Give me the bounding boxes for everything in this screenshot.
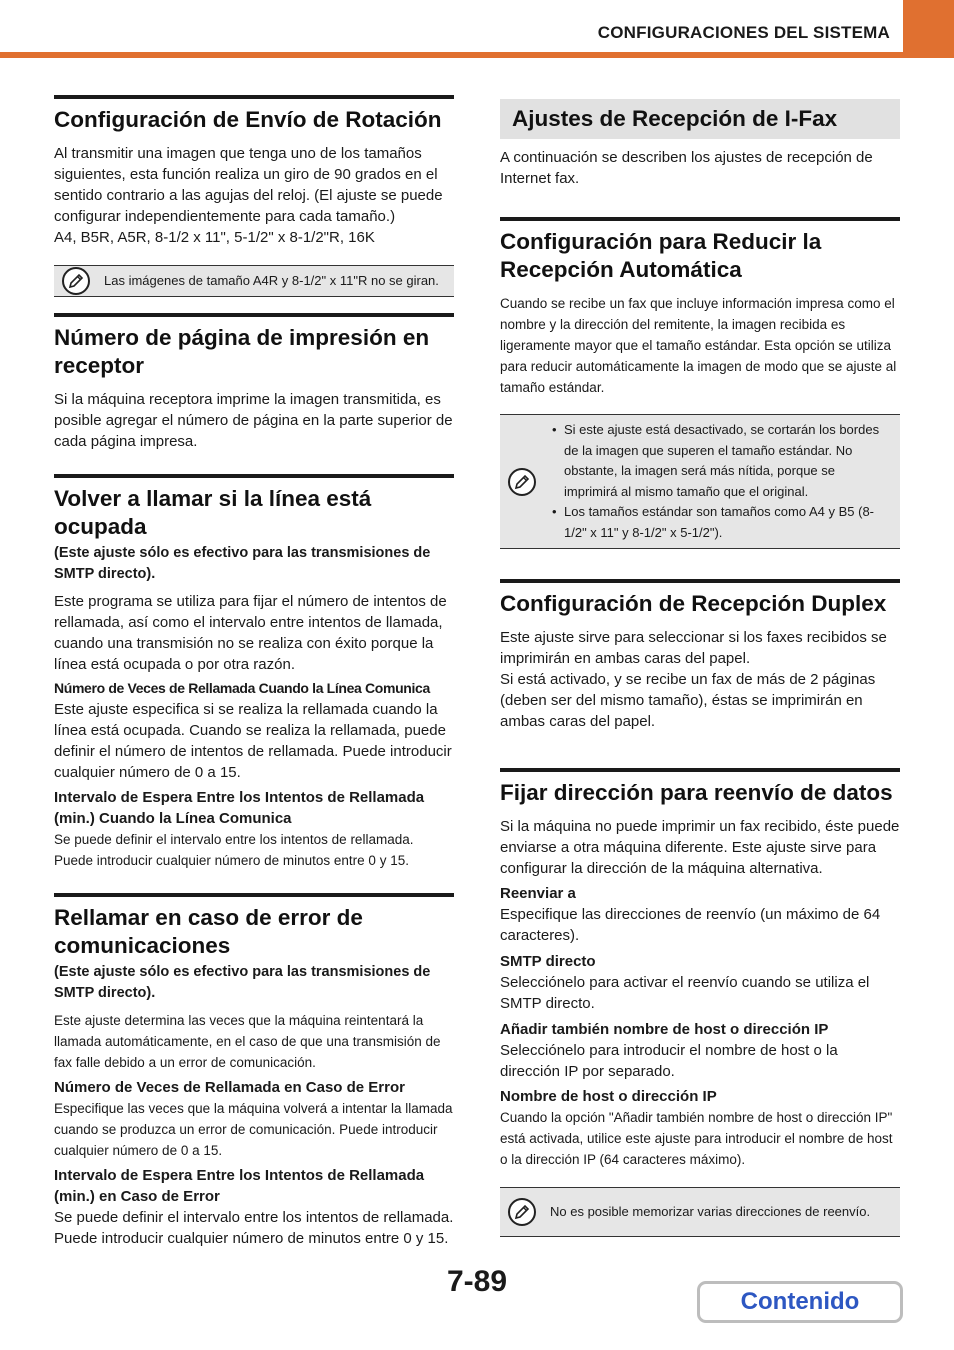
section-body: Si está activado, y se recibe un fax de más de 2 páginas (deben ser del mismo tamaño), éstas se imprimirán en ambas caras del papel. <box>500 671 876 730</box>
item-title: Añadir también nombre de host o dirección IP <box>500 1021 829 1038</box>
note-pencil-icon <box>508 1198 536 1226</box>
section-body: Cuando se recibe un fax que incluye información impresa como el nombre y la dirección del remitente, la imagen recibida es ligeramente mayor que el tamaño estándar. Esta opción se utiliza para reducir automáticamente la imagen de modo que se ajuste al tamaño estándar. <box>500 296 897 395</box>
note-pencil-icon <box>62 267 90 295</box>
header-corner-block <box>903 0 954 52</box>
header-accent-bar <box>0 52 954 58</box>
size-list: A4, B5R, A5R, 8-1/2 x 11", 5-1/2" x 8-1/2"R, 16K <box>54 229 375 246</box>
item-title: SMTP directo <box>500 953 596 970</box>
item-body: Selecciónelo para introducir el nombre de host o la dirección IP por separado. <box>500 1042 838 1080</box>
item-body: Selecciónelo para activar el reenvío cuando se utiliza el SMTP directo. <box>500 974 870 1012</box>
section-forward <box>500 768 900 1237</box>
item-title: Número de Veces de Rellamada Cuando la Línea Comunica <box>54 680 430 696</box>
item-title: Número de Veces de Rellamada en Caso de Error <box>54 1079 405 1096</box>
note-text: No es posible memorizar varias direcciones de reenvío. <box>550 1204 871 1219</box>
item-title: Intervalo de Espera Entre los Intentos de Rellamada (min.) en Caso de Error <box>54 1167 425 1205</box>
section-ifax <box>500 99 900 189</box>
section-body: Al transmitir una imagen que tenga uno de los tamaños siguientes, esta función realiza un giro de 90 grados en el sentido contrario a las agujas del reloj. (El ajuste se puede configurar independientemente para cada tamaño.) <box>54 145 443 225</box>
section-error-redial <box>54 893 454 1249</box>
item-body: Se puede definir el intervalo entre los intentos de rellamada. Puede introducir cualquier número de minutos entre 0 y 15. <box>54 832 414 868</box>
note-box <box>54 265 454 297</box>
section-page-number <box>54 313 454 452</box>
page-number: 7-89 <box>446 1265 508 1298</box>
section-subtitle: (Este ajuste sólo es efectivo para las transmisiones de SMTP directo). <box>54 545 431 582</box>
note-box <box>500 1187 900 1237</box>
item-title: Nombre de host o dirección IP <box>500 1088 717 1105</box>
note-box <box>500 414 900 549</box>
section-rotation <box>54 95 454 297</box>
section-body: Si la máquina no puede imprimir un fax recibido, éste puede enviarse a otra máquina diferente. Este ajuste sirve para configurar la dirección de la máquina alternativa. <box>500 818 900 877</box>
section-body: Si la máquina receptora imprime la imagen transmitida, es posible agregar el número de página en la parte superior de cada página impresa. <box>54 391 453 450</box>
note-text: Las imágenes de tamaño A4R y 8-1/2" x 11"R no se giran. <box>104 273 439 288</box>
note-list <box>550 420 892 543</box>
note-pencil-icon <box>508 468 536 496</box>
section-title: Ajustes de Recepción de I-Fax <box>500 99 900 139</box>
chapter-title: CONFIGURACIONES DEL SISTEMA <box>597 23 890 42</box>
section-title: Configuración de Envío de Rotación <box>54 95 454 134</box>
section-busy-redial <box>54 474 454 871</box>
section-auto-reduce <box>500 217 900 549</box>
left-column <box>54 95 454 1249</box>
item-body: Se puede definir el intervalo entre los intentos de rellamada. Puede introducir cualquier número de minutos entre 0 y 15. <box>54 1209 454 1247</box>
right-column <box>500 95 900 1237</box>
section-body: Este ajuste sirve para seleccionar si los faxes recibidos se imprimirán en ambas caras del papel. <box>500 629 887 667</box>
item-title: Intervalo de Espera Entre los Intentos de Rellamada (min.) Cuando la Línea Comunica <box>54 789 425 827</box>
section-title: Configuración para Reducir la Recepción Automática <box>500 217 900 284</box>
item-body: Este ajuste especifica si se realiza la rellamada cuando la línea está ocupada. Cuando se realiza la rellamada, puede definir el número de intentos de rellamada. Puede introducir cualquier número de 0 a 15. <box>54 701 452 781</box>
section-body: Este programa se utiliza para fijar el número de intentos de rellamada, así como el intervalo entre intentos de llamada, cuando una transmisión no se realiza con éxito porque la línea está ocupada o por otra razón. <box>54 593 447 673</box>
section-subtitle: (Este ajuste sólo es efectivo para las transmisiones de SMTP directo). <box>54 964 431 1001</box>
section-title: Rellamar en caso de error de comunicaciones <box>54 893 454 960</box>
contents-button[interactable]: Contenido <box>697 1281 903 1323</box>
note-item: • Los tamaños estándar son tamaños como A4 y B5 (8-1/2" x 11" y 8-1/2" x 5-1/2"). <box>564 502 892 543</box>
section-title: Fijar dirección para reenvío de datos <box>500 768 900 807</box>
section-title: Configuración de Recepción Duplex <box>500 579 900 618</box>
section-body: Este ajuste determina las veces que la máquina reintentará la llamada automáticamente, en el caso de que una transmisión de fax falle debido a un error de comunicación. <box>54 1013 441 1070</box>
section-title: Número de página de impresión en receptor <box>54 313 454 380</box>
section-title: Volver a llamar si la línea está ocupada <box>54 474 454 541</box>
section-duplex <box>500 579 900 732</box>
section-body: A continuación se describen los ajustes de recepción de Internet fax. <box>500 149 873 187</box>
note-item: • Si este ajuste está desactivado, se cortarán los bordes de la imagen que superen el tamaño estándar. No obstante, la imagen será más nítida, porque se imprimirá al mismo tamaño que el original. <box>564 420 892 502</box>
item-body: Especifique las veces que la máquina volverá a intentar la llamada cuando se produzca un error de comunicación. Puede introducir cualquier número de 0 a 15. <box>54 1101 453 1158</box>
item-body: Especifique las direcciones de reenvío (un máximo de 64 caracteres). <box>500 906 881 944</box>
item-body: Cuando la opción "Añadir también nombre de host o dirección IP" está activada, utilice este ajuste para introducir el nombre de host o la dirección IP (64 caracteres máximo). <box>500 1110 893 1167</box>
item-title: Reenviar a <box>500 885 576 902</box>
